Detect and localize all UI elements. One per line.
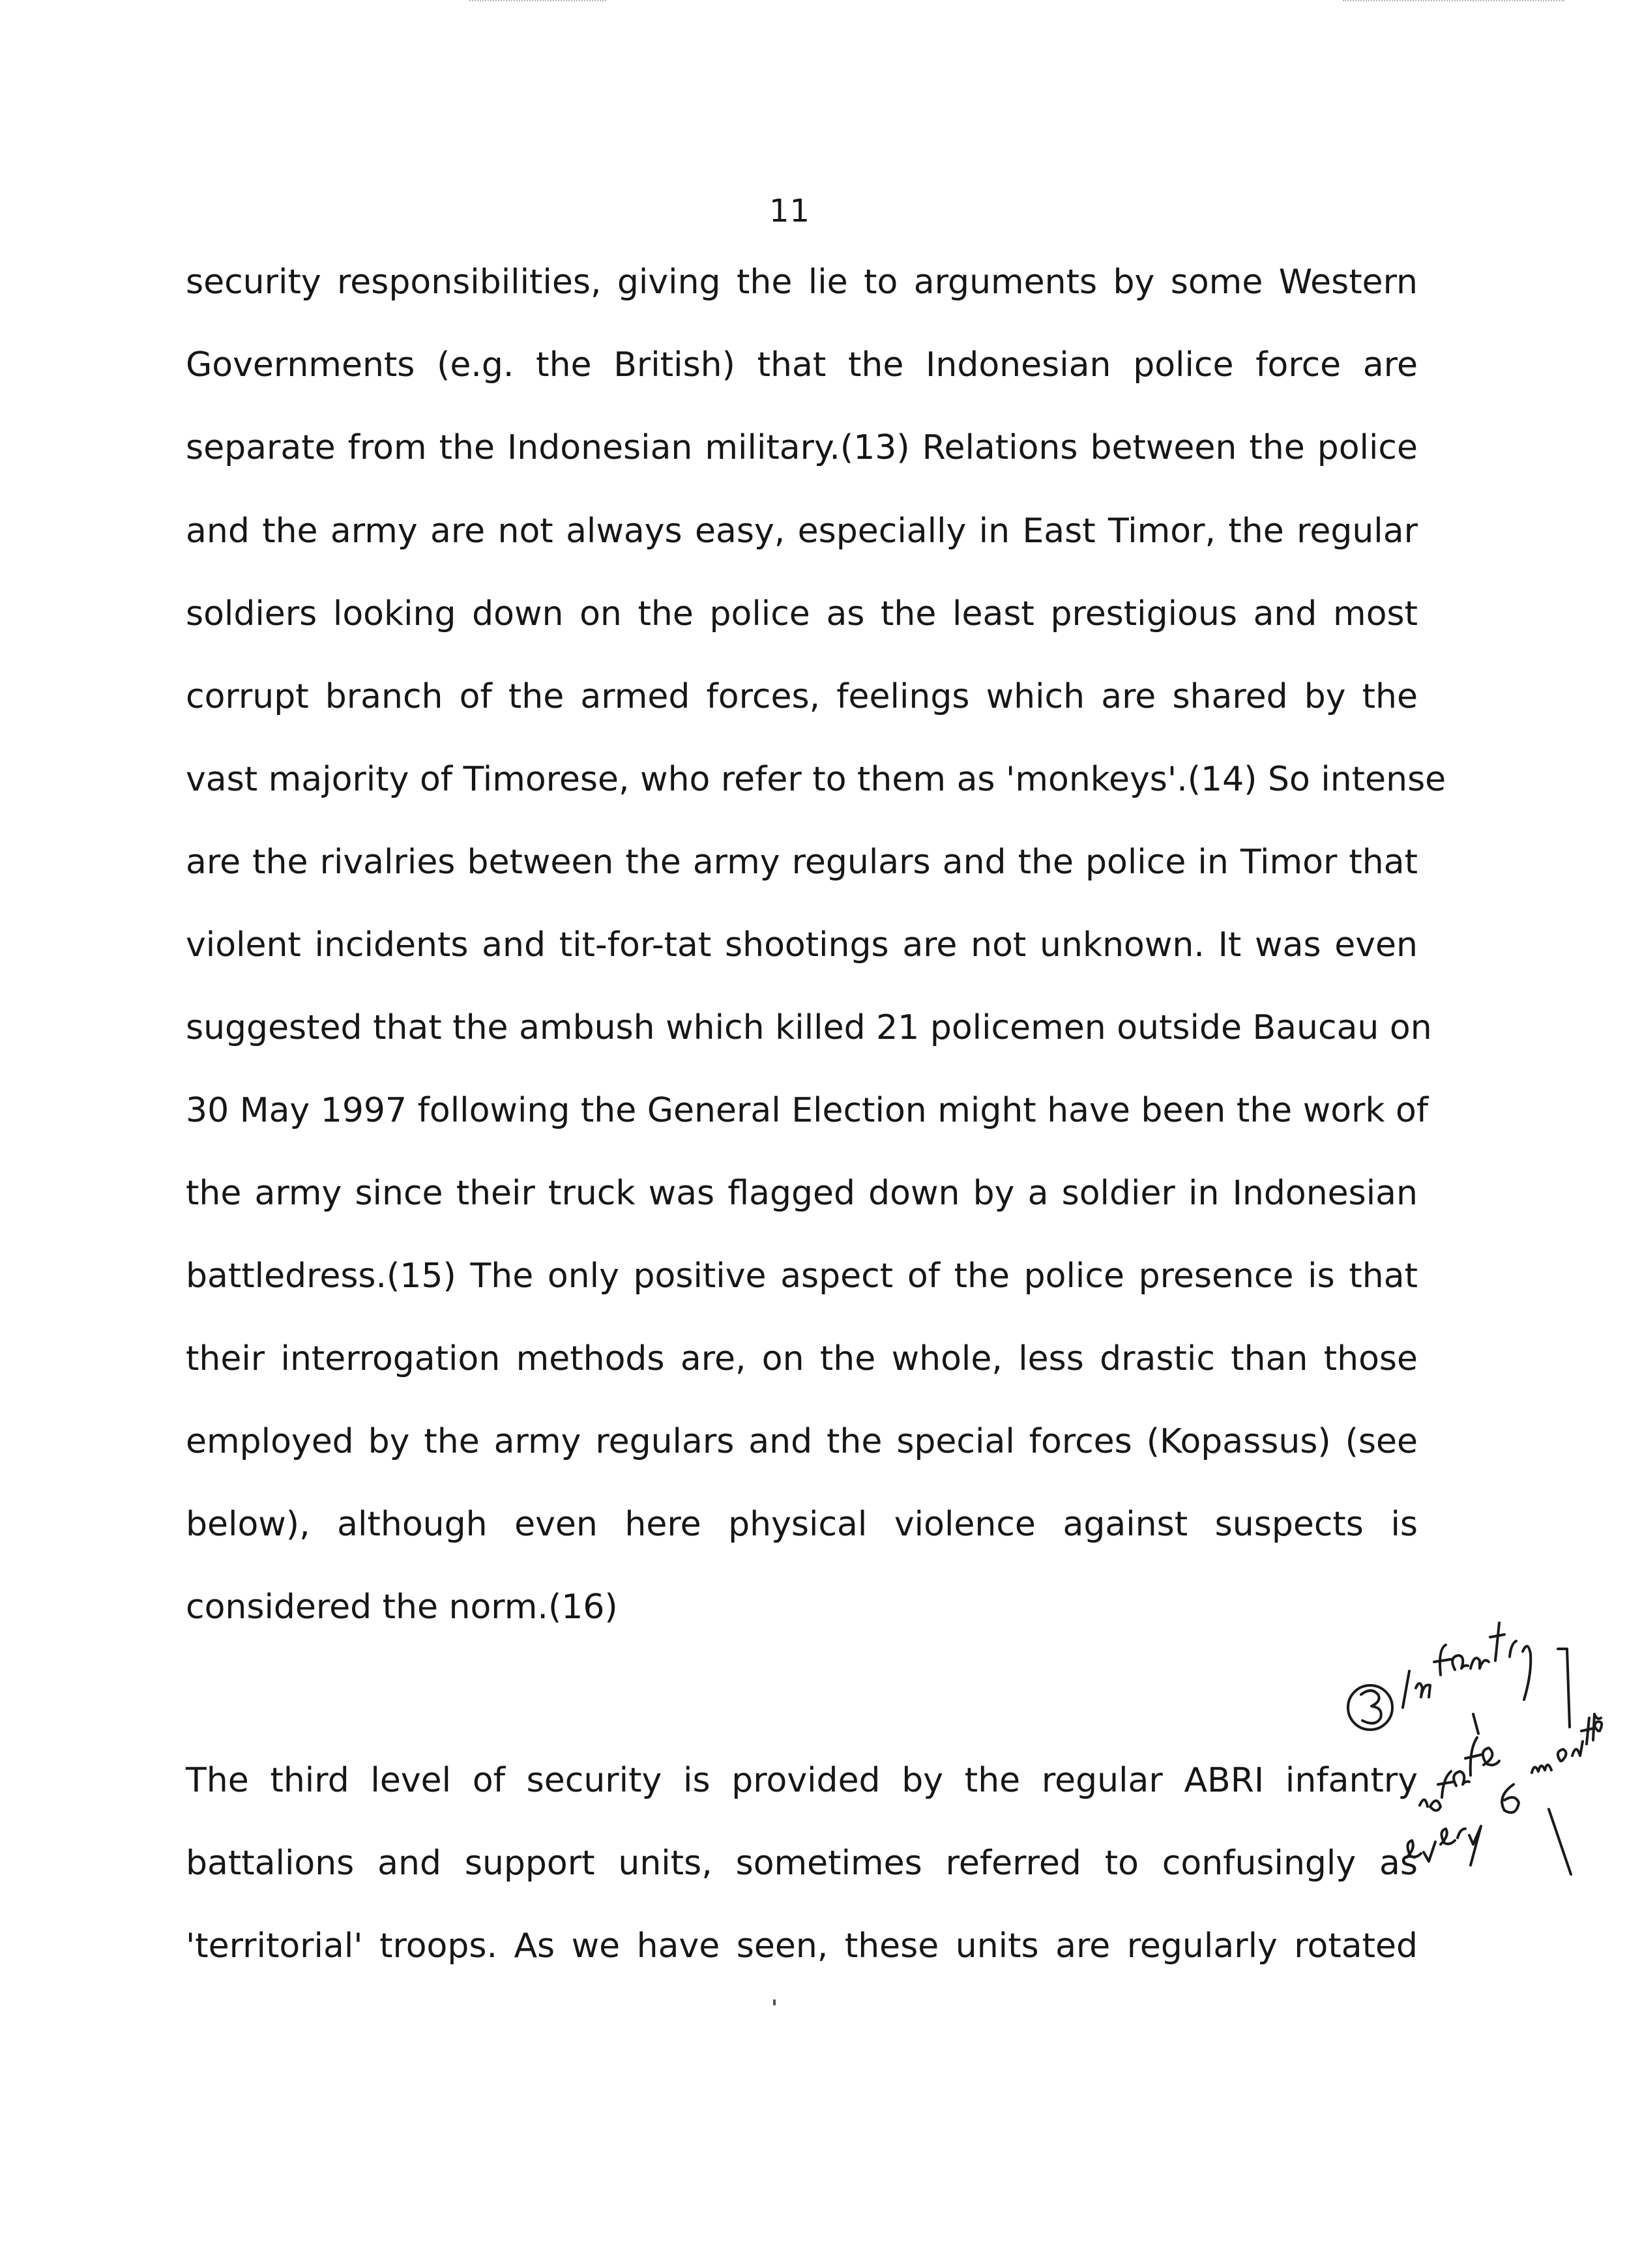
text-line: violent incidents and tit-for-tat shootings are not unknown. It was even	[186, 925, 1418, 965]
text-line: corrupt branch of the armed forces, feelings which are shared by the	[186, 677, 1418, 716]
handwriting-drawing	[1343, 1610, 1604, 1975]
text-line: Governments (e.g. the British) that the Indonesian police force are	[186, 345, 1418, 385]
text-line: and the army are not always easy, especially in East Timor, the regular	[186, 512, 1418, 551]
scan-edge-mark-right	[1343, 0, 1564, 3]
scan-speck	[773, 1999, 776, 2005]
text-line: 30 May 1997 following the General Election might have been the work of	[186, 1091, 1429, 1130]
scan-edge-mark-left	[469, 0, 606, 3]
text-line: The third level of security is provided by the regular ABRI infantry	[186, 1761, 1418, 1800]
text-line: below), although even here physical violence against suspects is	[186, 1505, 1418, 1544]
text-line: soldiers looking down on the police as the least prestigious and most	[186, 594, 1418, 633]
text-line: battalions and support units, sometimes referred to confusingly as	[186, 1844, 1418, 1883]
text-line: separate from the Indonesian military.(13) Relations between the police	[186, 428, 1418, 467]
text-line: employed by the army regulars and the special forces (Kopassus) (see	[186, 1422, 1418, 1461]
text-line: 'territorial' troops. As we have seen, these units are regularly rotated	[186, 1926, 1418, 1966]
text-line: security responsibilities, giving the lie to arguments by some Western	[186, 263, 1418, 302]
text-line: vast majority of Timorese, who refer to them as 'monkeys'.(14) So intense	[186, 760, 1446, 799]
page-number: 11	[769, 193, 811, 229]
text-line: are the rivalries between the army regulars and the police in Timor that	[186, 843, 1418, 882]
text-line: battledress.(15) The only positive aspect of the police presence is that	[186, 1257, 1418, 1296]
text-line: the army since their truck was flagged down by a soldier in Indonesian	[186, 1174, 1418, 1213]
text-line: their interrogation methods are, on the whole, less drastic than those	[186, 1339, 1418, 1378]
text-line: considered the norm.(16)	[186, 1588, 618, 1627]
text-line: suggested that the ambush which killed 21 policemen outside Baucau on	[186, 1008, 1432, 1047]
handwritten-margin-note	[1343, 1610, 1604, 1975]
